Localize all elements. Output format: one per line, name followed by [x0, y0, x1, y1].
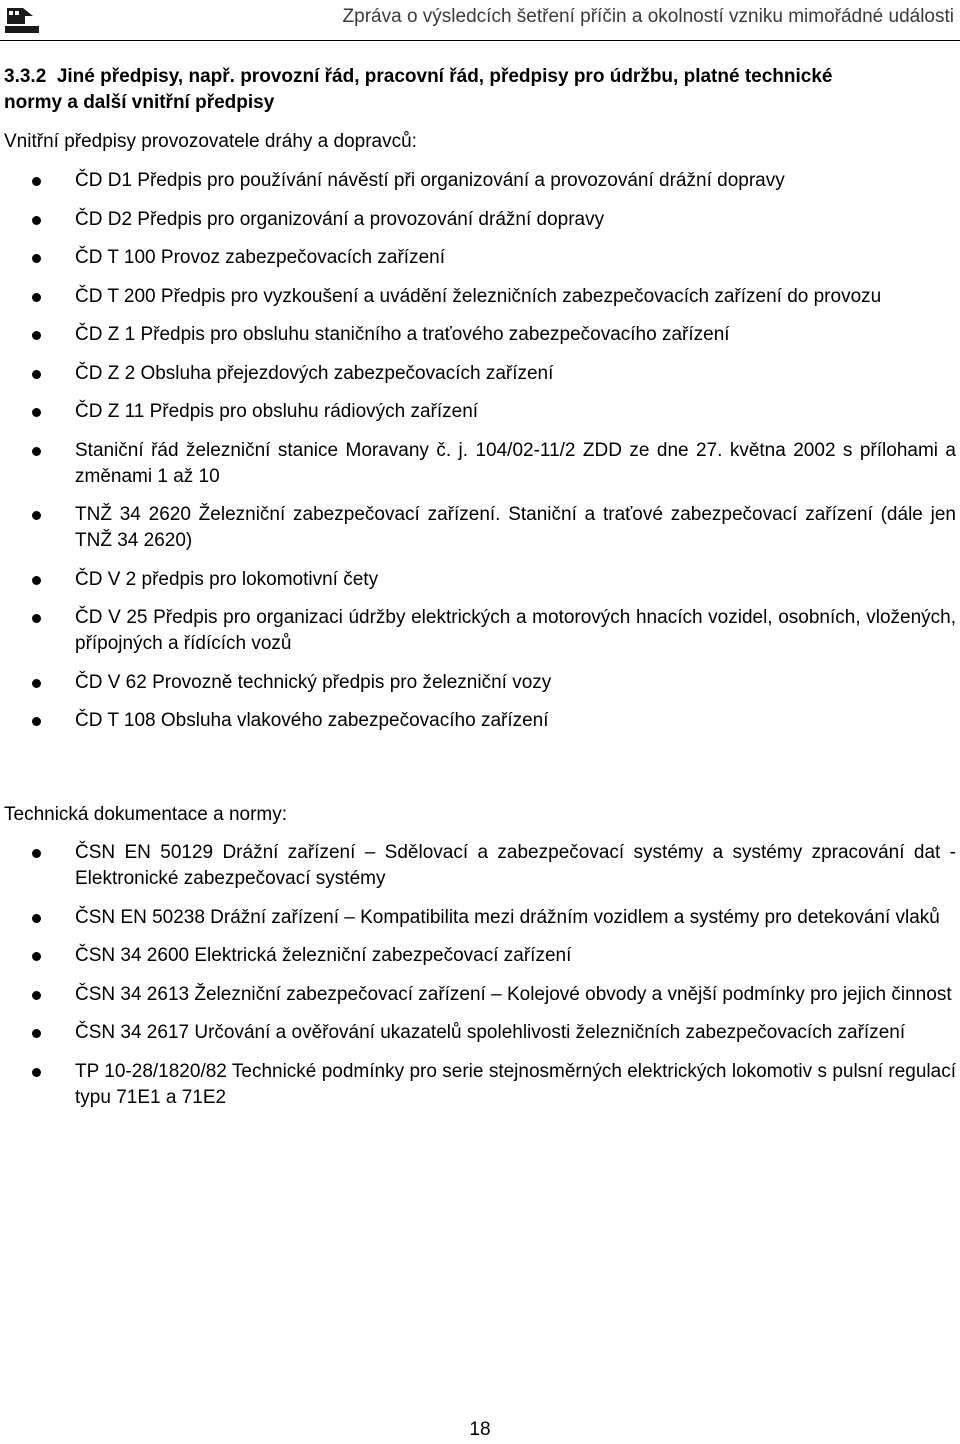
list-item — [0, 840, 960, 892]
bullet-icon — [32, 511, 41, 520]
bullet-icon — [32, 177, 41, 186]
bullet-icon — [32, 576, 41, 585]
list-item — [0, 322, 960, 348]
list-item-text: Staniční řád železniční stanice Moravany č. j. 104/02-11/2 ZDD ze dne 27. května 2002 s přílohami a změnami 1 až 10 — [75, 439, 956, 487]
list-item-text: ČD D2 Předpis pro organizování a provozování drážní dopravy — [75, 208, 605, 230]
drazni-inspekce-logo — [3, 4, 41, 34]
internal-regulations-list — [0, 168, 960, 747]
list-item-text: ČSN 34 2613 Železniční zabezpečovací zařízení – Kolejové obvody a vnější podmínky pro jejich činnost — [75, 983, 952, 1005]
page-number: 18 — [469, 1419, 491, 1440]
list-item-text: TNŽ 34 2620 Železniční zabezpečovací zařízení. Staniční a traťové zabezpečovací zařízení (dále jen TNŽ 34 2620) — [75, 504, 956, 551]
bullet-icon — [32, 849, 41, 858]
section-number: 3.3.2 — [4, 66, 47, 87]
list-item — [0, 1059, 960, 1111]
list-item-text: ČSN 34 2600 Elektrická železniční zabezpečovací zařízení — [75, 945, 572, 966]
bullet-icon — [32, 1068, 41, 1077]
bullet-icon — [32, 1029, 41, 1038]
list-item-text: ČSN EN 50129 Drážní zařízení – Sdělovací a zabezpečovací systémy a systémy zpracování dat - Elektronické zabezpečovací systémy — [75, 842, 956, 889]
bullet-icon — [32, 331, 41, 340]
list-item — [0, 943, 960, 969]
list-item-text: TP 10-28/1820/82 Technické podmínky pro serie stejnosměrných elektrických lokomotiv s pulsní regulací typu 71E1 a 71E2 — [75, 1060, 956, 1108]
list-item — [0, 438, 960, 490]
bullet-icon — [32, 679, 41, 688]
bullet-icon — [32, 254, 41, 263]
list-item-text: ČD T 200 Předpis pro vyzkoušení a uvádění železničních zabezpečovacích zařízení do provozu — [75, 285, 882, 307]
list-item — [0, 361, 960, 387]
list-item-text: ČD Z 2 Obsluha přejezdových zabezpečovacích zařízení — [75, 362, 554, 384]
bullet-icon — [32, 991, 41, 1000]
technical-documentation-title: Technická dokumentace a normy: — [4, 804, 288, 825]
list-item — [0, 207, 960, 233]
list-item-text: ČSN 34 2617 Určování a ověřování ukazatelů spolehlivosti železničních zabezpečovacích zařízení — [75, 1022, 906, 1043]
list-item — [0, 670, 960, 696]
list-item-text: ČD V 2 předpis pro lokomotivní čety — [75, 568, 379, 590]
bullet-icon — [32, 717, 41, 726]
list-item — [0, 284, 960, 310]
bullet-icon — [32, 293, 41, 302]
section-title: Jiné předpisy, např. provozní řád, pracovní řád, předpisy pro údržbu, platné technické normy a další vnitřní předpisy — [4, 66, 833, 113]
list-item — [0, 168, 960, 194]
bullet-icon — [32, 914, 41, 923]
list-item-text: ČD V 62 Provozně technický předpis pro železniční vozy — [75, 671, 552, 693]
list-item — [0, 245, 960, 271]
internal-regulations-title: Vnitřní předpisy provozovatele dráhy a dopravců: — [4, 131, 417, 152]
bullet-icon — [32, 370, 41, 379]
list-item-text: ČD Z 1 Předpis pro obsluhu staničního a traťového zabezpečovacího zařízení — [75, 324, 730, 345]
list-item-text: ČD T 108 Obsluha vlakového zabezpečovacího zařízení — [75, 710, 549, 731]
list-item-text: ČD Z 11 Předpis pro obsluhu rádiových zařízení — [75, 401, 479, 422]
bullet-icon — [32, 447, 41, 456]
bullet-icon — [32, 614, 41, 623]
list-item-text: ČD D1 Předpis pro používání návěstí při organizování a provozování drážní dopravy — [75, 170, 785, 191]
list-item — [0, 605, 960, 657]
section-heading — [4, 64, 884, 116]
list-item-text: ČSN EN 50238 Drážní zařízení – Kompatibilita mezi drážním vozidlem a systémy pro detekování vlaků — [75, 906, 940, 928]
list-item — [0, 708, 960, 734]
list-item-text: ČD V 25 Předpis pro organizaci údržby elektrických a motorových hnacích vozidel, osobních, vložených, přípojných a řídících vozů — [75, 607, 956, 654]
list-item — [0, 1020, 960, 1046]
running-header-title: Zpráva o výsledcích šetření příčin a okolností vzniku mimořádné události — [342, 6, 954, 27]
list-item — [0, 502, 960, 554]
technical-standards-list — [0, 840, 960, 1123]
bullet-icon — [32, 408, 41, 417]
bullet-icon — [32, 952, 41, 961]
list-item-text: ČD T 100 Provoz zabezpečovacích zařízení — [75, 247, 445, 268]
list-item — [0, 982, 960, 1008]
list-item — [0, 567, 960, 593]
header-divider — [0, 40, 960, 41]
list-item — [0, 399, 960, 425]
bullet-icon — [32, 216, 41, 225]
list-item — [0, 905, 960, 931]
